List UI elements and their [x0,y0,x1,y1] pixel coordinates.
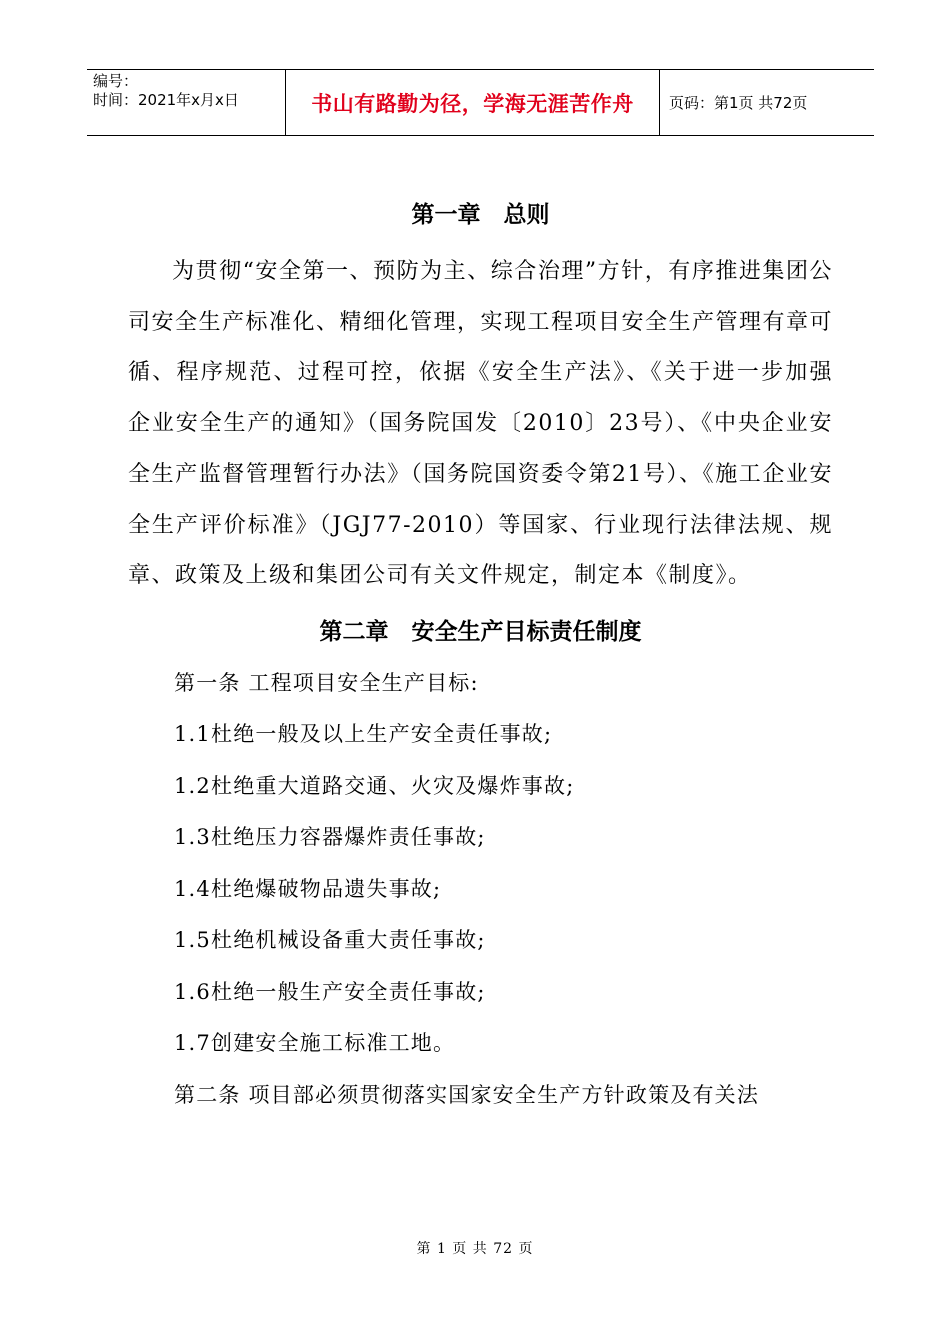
article-line: 1.3杜绝压力容器爆炸责任事故; [174,825,486,850]
page-footer: 第 1 页 共 72 页 [416,1241,534,1257]
article-line: 1.1杜绝一般及以上生产安全责任事故; [174,722,553,747]
article-line: 第一条 工程项目安全生产目标: [174,670,479,695]
header-slogan: 书山有路勤为径，学海无涯苦作舟 [286,70,660,135]
document-body [128,195,833,1121]
chapter-2-title: 第二章 安全生产目标责任制度 [319,618,642,645]
page-header [87,69,874,136]
article-line: 1.7创建安全施工标准工地。 [174,1031,456,1056]
article-line: 第二条 项目部必须贯彻落实国家安全生产方针政策及有关法 [174,1082,760,1107]
chapter-1-title: 第一章 总则 [411,202,550,228]
number-label: 编号： [93,72,139,90]
article-line: 1.6杜绝一般生产安全责任事故; [174,979,486,1004]
header-page-info: 页码：第1页 共72页 [669,94,808,112]
time-label: 时间：2021年x月x日 [93,91,239,109]
chapter-1-paragraph: 为贯彻“安全第一、预防为主、综合治理”方针，有序推进集团公司安全生产标准化、精细化管理，实现工程项目安全生产管理有章可循、程序规范、过程可控，依据《安全生产法》、《关于进一步加强企业安全生产的通知》（国务院国发〔2010〕23号）、《中央企业安全生产监督管理暂行办法》（国务院国资委令第21号）、《施工企业安全生产评价标准》（JGJ77-2010）等国家、行业现行法律法规、规章、政策及上级和集团公司有关文件规定，制定本《制度》。 [128,259,834,589]
article-line: 1.4杜绝爆破物品遗失事故; [174,876,442,901]
header-meta [87,70,286,135]
article-line: 1.5杜绝机械设备重大责任事故; [174,928,486,953]
article-line: 1.2杜绝重大道路交通、火灾及爆炸事故; [174,773,575,798]
